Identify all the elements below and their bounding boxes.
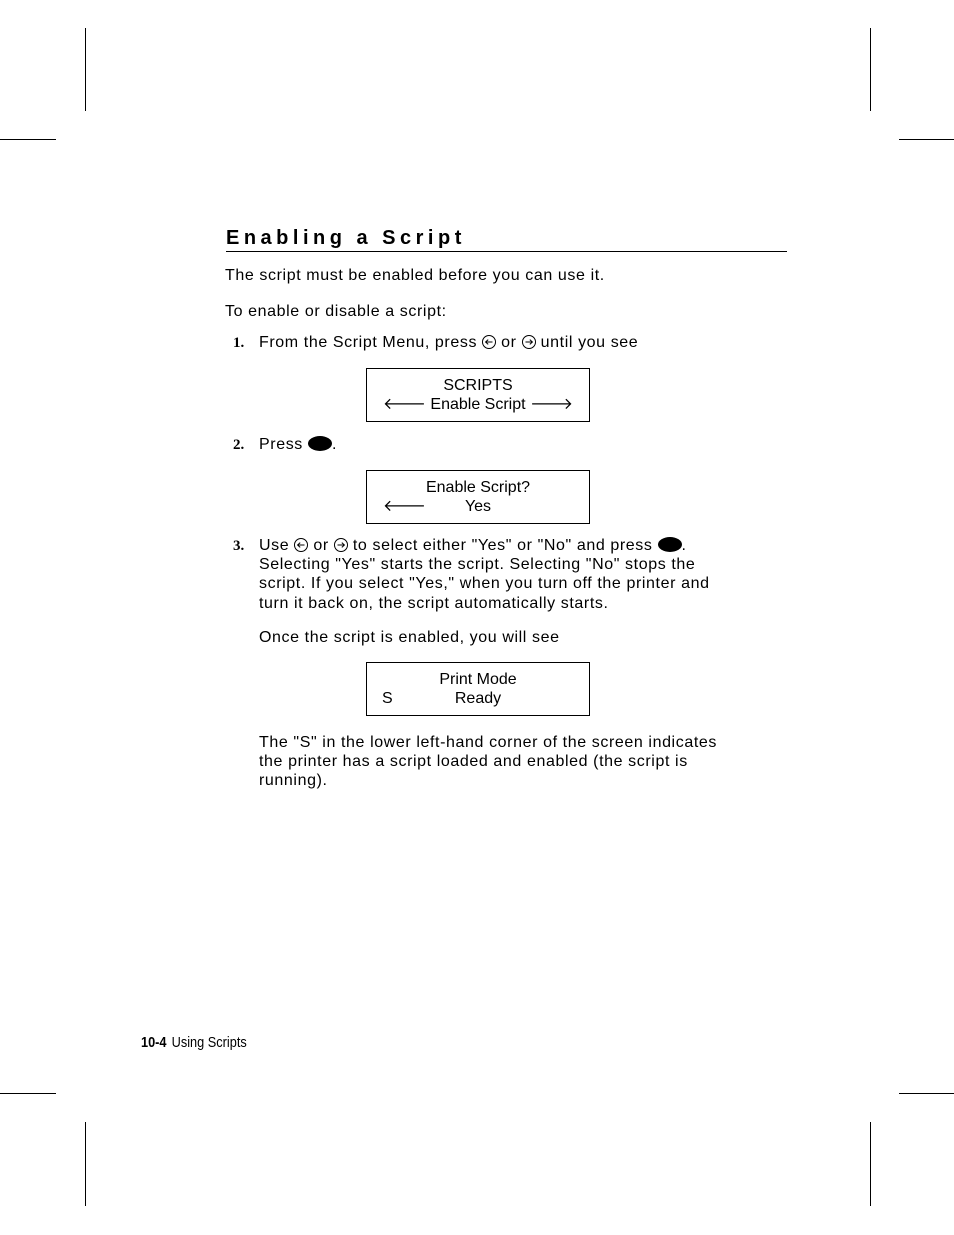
enter-key-icon <box>658 537 682 552</box>
closing-line: The "S" in the lower left-hand corner of the screen indicates <box>259 734 717 751</box>
crop-mark <box>0 1093 56 1094</box>
crop-mark <box>85 1122 86 1206</box>
step-3-line: script. If you select "Yes," when you turn off the printer and <box>259 575 710 592</box>
right-arrow-key-icon <box>334 538 348 552</box>
step-text: Use <box>259 537 290 554</box>
closing-line: the printer has a script loaded and enabled (the script is <box>259 753 688 770</box>
lcd-line-1: Print Mode <box>439 671 517 688</box>
lcd-display-enable <box>366 470 590 524</box>
step-2-text <box>259 435 337 455</box>
step-text: . <box>681 537 687 554</box>
step-3-line: Selecting "Yes" starts the script. Selecting "No" stops the <box>259 556 696 573</box>
chapter-name: Using Scripts <box>171 1034 247 1051</box>
step-3-after: Once the script is enabled, you will see <box>259 629 560 646</box>
step-number: 3. <box>233 538 245 554</box>
title-rule <box>226 251 787 252</box>
step-number: 1. <box>233 335 245 351</box>
step-text: or <box>501 334 517 351</box>
crop-mark <box>85 28 86 111</box>
lcd-right-arrow: 🡒 <box>530 396 573 413</box>
lcd-line-1: SCRIPTS <box>443 377 513 394</box>
section-title: Enabling a Script <box>226 227 466 249</box>
lcd-display-print-mode <box>366 662 590 716</box>
step-3-line: turn it back on, the script automatically starts. <box>259 595 609 612</box>
lcd-line-1: Enable Script? <box>425 479 531 496</box>
right-arrow-key-icon <box>522 335 536 349</box>
crop-mark <box>870 28 871 111</box>
lcd-line-2: Enable Script <box>430 396 526 413</box>
page-footer <box>141 1033 247 1053</box>
page-number: 10-4 <box>141 1034 167 1051</box>
intro-instruction: To enable or disable a script: <box>225 303 447 320</box>
step-number: 2. <box>233 437 245 453</box>
lcd-left-arrow: 🡐 <box>383 396 426 413</box>
step-1-text <box>259 333 638 353</box>
crop-mark <box>870 1122 871 1206</box>
lcd-display-scripts <box>366 368 590 422</box>
step-text: Press <box>259 436 303 453</box>
enter-key-icon <box>308 436 332 451</box>
step-3-text <box>259 536 687 556</box>
crop-mark <box>0 139 56 140</box>
crop-mark <box>899 1093 954 1094</box>
closing-line: running). <box>259 772 328 789</box>
step-text: From the Script Menu, press <box>259 334 478 351</box>
lcd-script-flag: S <box>382 690 393 707</box>
step-text: or <box>313 537 329 554</box>
left-arrow-key-icon <box>294 538 308 552</box>
crop-mark <box>899 139 954 140</box>
step-text: until you see <box>540 334 639 351</box>
intro-paragraph: The script must be enabled before you can use it. <box>225 267 605 284</box>
step-text: . <box>331 436 337 453</box>
left-arrow-key-icon <box>482 335 496 349</box>
lcd-line-2: Ready <box>454 690 502 707</box>
lcd-line-2: Yes <box>464 498 492 515</box>
lcd-left-arrow: 🡐 <box>383 498 426 515</box>
step-text: to select either "Yes" or "No" and press <box>352 537 653 554</box>
